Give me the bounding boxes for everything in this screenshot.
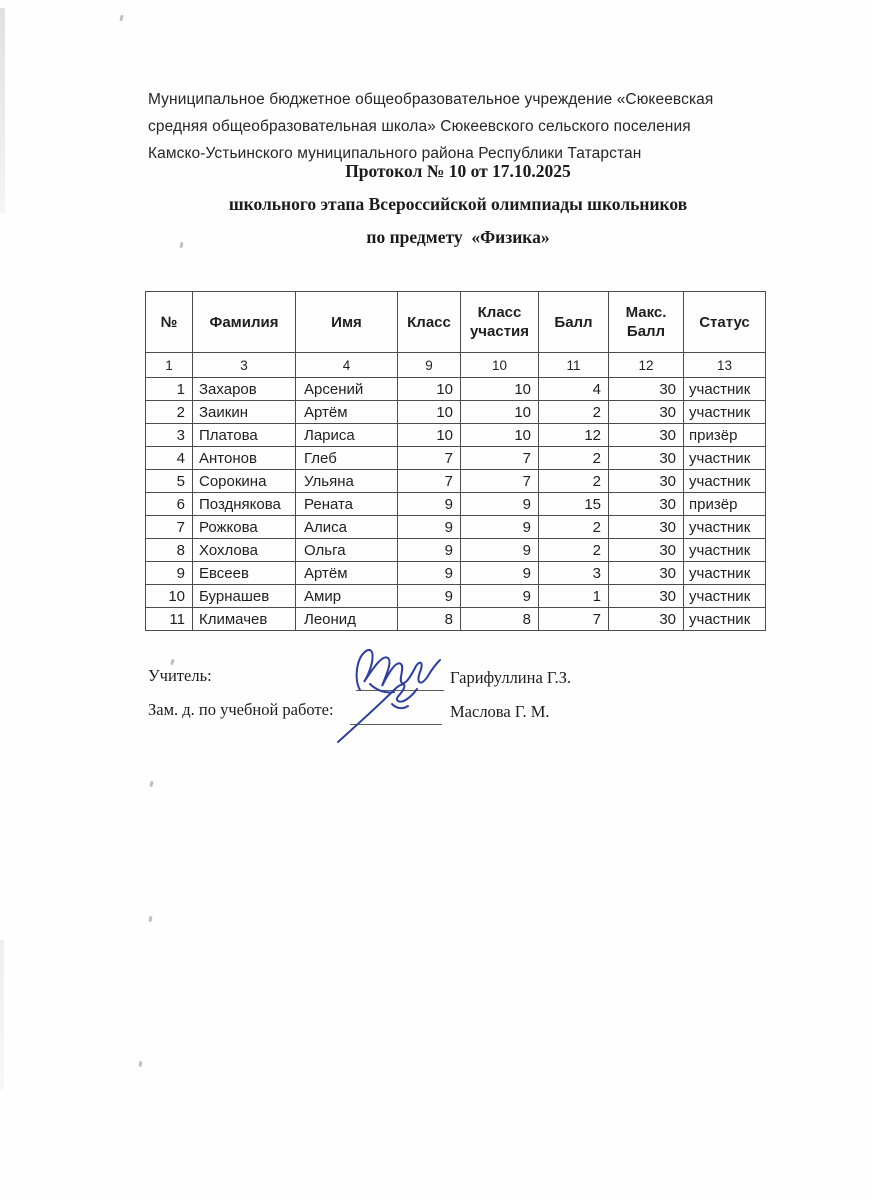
table-row: [146, 539, 766, 562]
table-cell: Антонов: [193, 447, 296, 470]
table-cell: 9: [398, 539, 461, 562]
table-cell: 30: [609, 562, 684, 585]
column-header: Балл: [539, 292, 609, 353]
table-cell: 3: [146, 424, 193, 447]
deputy-signature-ink: [332, 670, 448, 746]
table-cell: 1: [146, 378, 193, 401]
table-cell: Бурнашев: [193, 585, 296, 608]
column-header: Класс участия: [461, 292, 539, 353]
table-cell: 10: [146, 585, 193, 608]
table-cell: участник: [684, 401, 766, 424]
table-cell: 8: [398, 608, 461, 631]
table-cell: Ульяна: [296, 470, 398, 493]
column-header: Макс. Балл: [609, 292, 684, 353]
table-cell: 7: [461, 447, 539, 470]
table-cell: 30: [609, 608, 684, 631]
protocol-subject: по предмету «Физика»: [366, 227, 550, 247]
table-cell: 9: [461, 562, 539, 585]
table-cell: 12: [539, 424, 609, 447]
table-cell: 10: [398, 401, 461, 424]
table-cell: 10: [398, 424, 461, 447]
table-cell: Сорокина: [193, 470, 296, 493]
table-cell: 30: [609, 470, 684, 493]
table-row: [146, 447, 766, 470]
table-cell: 9: [461, 539, 539, 562]
table-cell: участник: [684, 585, 766, 608]
table-row: [146, 424, 766, 447]
table-cell: 9: [461, 585, 539, 608]
table-cell: Амир: [296, 585, 398, 608]
table-row: [146, 378, 766, 401]
organization-name: Муниципальное бюджетное общеобразовательное учреждение «Сюкеевская средняя общеобразовательная школа» Сюкеевского сельского поселения Камско-Устьинского муниципального района Республики Татарстан: [148, 90, 714, 162]
table-cell: 30: [609, 447, 684, 470]
table-cell: участник: [684, 539, 766, 562]
table-cell: 2: [539, 447, 609, 470]
table-cell: призёр: [684, 424, 766, 447]
table-cell: Захаров: [193, 378, 296, 401]
table-row: [146, 608, 766, 631]
table-cell: 9: [398, 585, 461, 608]
table-cell: Хохлова: [193, 539, 296, 562]
scan-speck: [170, 659, 174, 665]
table-row: [146, 493, 766, 516]
table-head: [146, 292, 766, 353]
table-cell: Алиса: [296, 516, 398, 539]
scan-speck: [148, 916, 152, 922]
table-row: [146, 401, 766, 424]
table-cell: 30: [609, 378, 684, 401]
table-cell: Глеб: [296, 447, 398, 470]
protocol-subtitle: школьного этапа Всероссийской олимпиады школьников: [228, 194, 688, 214]
protocol-title: Протокол № 10 от 17.10.2025: [345, 161, 571, 181]
table-cell: Лариса: [296, 424, 398, 447]
table-cell: 7: [461, 470, 539, 493]
teacher-label: Учитель:: [148, 666, 212, 685]
table-cell: 6: [146, 493, 193, 516]
table-cell: 1: [539, 585, 609, 608]
table-cell: участник: [684, 562, 766, 585]
teacher-name: Гарифуллина Г.З.: [450, 668, 572, 687]
table-cell: 2: [146, 401, 193, 424]
table-cell: 30: [609, 401, 684, 424]
table-row: [146, 585, 766, 608]
table-cell: Рожкова: [193, 516, 296, 539]
table-cell: 9: [461, 493, 539, 516]
table-cell: 4: [539, 378, 609, 401]
table-cell: 30: [609, 585, 684, 608]
table-cell: 30: [609, 516, 684, 539]
table-cell: 11: [146, 608, 193, 631]
table-cell: 7: [146, 516, 193, 539]
column-number: 12: [609, 353, 684, 378]
column-number: 10: [461, 353, 539, 378]
deputy-name: Маслова Г. М.: [450, 702, 550, 721]
column-number: 11: [539, 353, 609, 378]
scan-speck: [149, 781, 153, 787]
table-cell: 8: [146, 539, 193, 562]
table-cell: 4: [146, 447, 193, 470]
table-row: [146, 470, 766, 493]
column-number-row: [146, 353, 766, 378]
table-cell: 9: [146, 562, 193, 585]
table-cell: 10: [461, 378, 539, 401]
table-cell: 10: [398, 378, 461, 401]
column-number: 1: [146, 353, 193, 378]
table-cell: участник: [684, 378, 766, 401]
table-cell: участник: [684, 516, 766, 539]
table-cell: 10: [461, 401, 539, 424]
table-row: [146, 516, 766, 539]
table-cell: участник: [684, 608, 766, 631]
table-cell: 8: [461, 608, 539, 631]
table-cell: 2: [539, 401, 609, 424]
scan-edge-artifact: [0, 940, 4, 1090]
column-header: Статус: [684, 292, 766, 353]
table-cell: 3: [539, 562, 609, 585]
column-header: Класс: [398, 292, 461, 353]
table-cell: призёр: [684, 493, 766, 516]
table-cell: 7: [539, 608, 609, 631]
column-number: 4: [296, 353, 398, 378]
table-cell: Заикин: [193, 401, 296, 424]
table-cell: 9: [398, 493, 461, 516]
table-cell: Евсеев: [193, 562, 296, 585]
table-cell: 2: [539, 539, 609, 562]
column-number: 9: [398, 353, 461, 378]
table-cell: 15: [539, 493, 609, 516]
table-cell: 2: [539, 516, 609, 539]
table-cell: Леонид: [296, 608, 398, 631]
deputy-label: Зам. д. по учебной работе:: [148, 700, 334, 719]
table-cell: 10: [461, 424, 539, 447]
scan-edge-artifact: [0, 8, 5, 213]
table-cell: 30: [609, 493, 684, 516]
column-number: 13: [684, 353, 766, 378]
table-cell: 2: [539, 470, 609, 493]
results-table: [145, 291, 766, 631]
table-row: [146, 562, 766, 585]
table-cell: 9: [398, 516, 461, 539]
table-cell: 5: [146, 470, 193, 493]
column-header: Фамилия: [193, 292, 296, 353]
table-cell: Климачев: [193, 608, 296, 631]
table-cell: Платова: [193, 424, 296, 447]
table-cell: 7: [398, 447, 461, 470]
table-cell: 9: [398, 562, 461, 585]
table-cell: Ольга: [296, 539, 398, 562]
scan-speck: [119, 15, 123, 21]
table-cell: Артём: [296, 562, 398, 585]
table-cell: Рената: [296, 493, 398, 516]
table-cell: Позднякова: [193, 493, 296, 516]
column-header: Имя: [296, 292, 398, 353]
scan-speck: [138, 1061, 142, 1067]
column-number: 3: [193, 353, 296, 378]
table-cell: 30: [609, 424, 684, 447]
results-tbody: [146, 353, 766, 631]
table-cell: Артём: [296, 401, 398, 424]
table-cell: 30: [609, 539, 684, 562]
table-cell: 9: [461, 516, 539, 539]
table-cell: участник: [684, 470, 766, 493]
column-header: №: [146, 292, 193, 353]
header-row: [146, 292, 766, 353]
table-cell: 7: [398, 470, 461, 493]
table-cell: Арсений: [296, 378, 398, 401]
table-cell: участник: [684, 447, 766, 470]
